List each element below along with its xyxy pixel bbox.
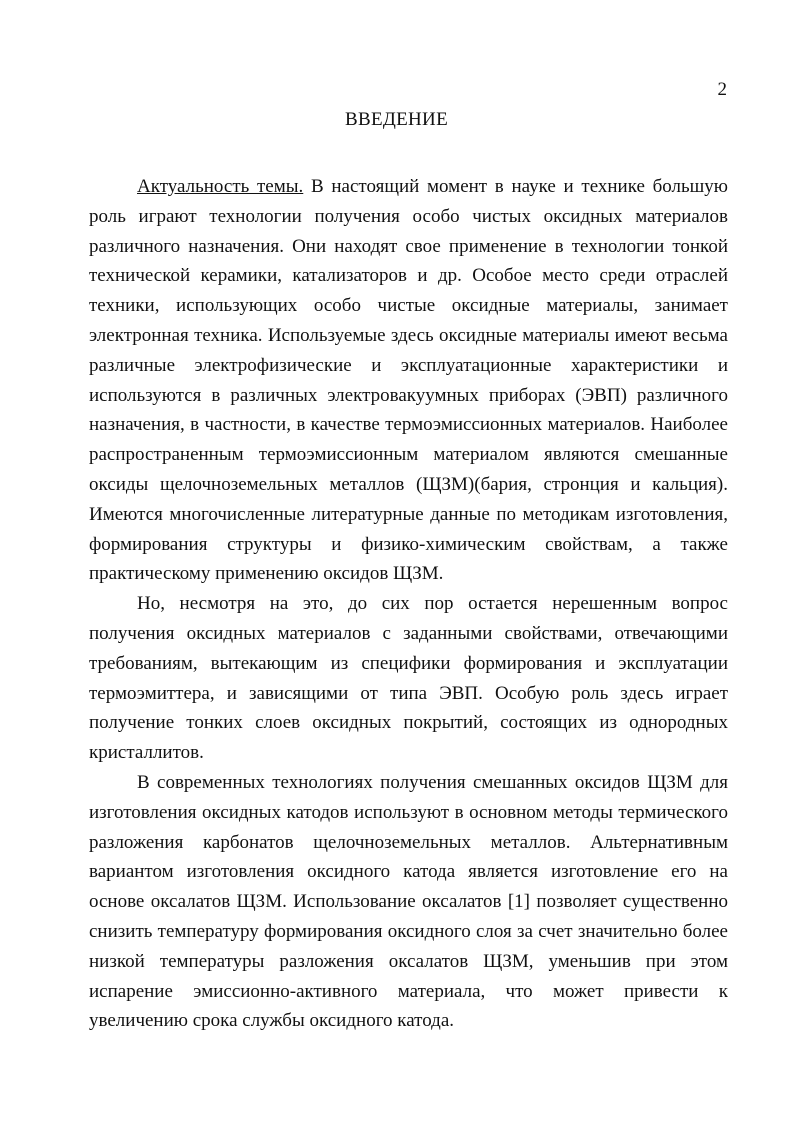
page-title: ВВЕДЕНИЕ [345,109,448,130]
body-text [89,172,728,1036]
paragraph-unsolved-problem: Но, несмотря на это, до сих пор остается нерешенным вопрос получения оксидных материалов с заданными свойствами, отвечающими требованиям, вытекающим из специфики формирования и эксплуатации термоэмиттера, и зависящими от типа ЭВП. Особую роль здесь играет получение тонких слоев оксидных покрытий, состоящих из однородных кристаллитов. [89,593,728,764]
paragraph-lead-heading: Актуальность темы. [137,176,304,197]
paragraph-text: В настоящий момент в науке и технике большую роль играют технологии получения особо чистых оксидных материалов различного назначения. Они находят свое применение в технологии тонкой технической керамики, катализаторов и др. Особое место среди отраслей техники, использующих особо чистые оксидные материалы, занимает электронная техника. Используемые здесь оксидные материалы имеют весьма различные электрофизические и эксплуатационные характеристики и используются в различных электровакуумных приборах (ЭВП) различного назначения, в частности, в качестве термоэмиссионных материалов. Наиболее распространенным термоэмиссионным материалом являются смешанные оксиды щелочноземельных металлов (ЩЗМ)(бария, стронция и кальция). Имеются многочисленные литературные данные по методикам изготовления, формирования структуры и физико-химическим свойствам, а также практическому применению оксидов ЩЗМ. [89,176,728,585]
paragraph-relevance [89,172,728,589]
paragraph-modern-technologies: В современных технологиях получения смешанных оксидов ЩЗМ для изготовления оксидных катодов используют в основном методы термического разложения карбонатов щелочноземельных металлов. Альтернативным вариантом изготовления оксидного катода является изготовление его на основе оксалатов ЩЗМ. Использование оксалатов [1] позволяет существенно снизить температуру формирования оксидного слоя за счет значительно более низкой температуры разложения оксалатов ЩЗМ, уменьшив при этом испарение эмиссионно-активного материала, что может привести к увеличению срока службы оксидного катода. [89,771,728,1032]
page-number: 2 [717,79,727,100]
